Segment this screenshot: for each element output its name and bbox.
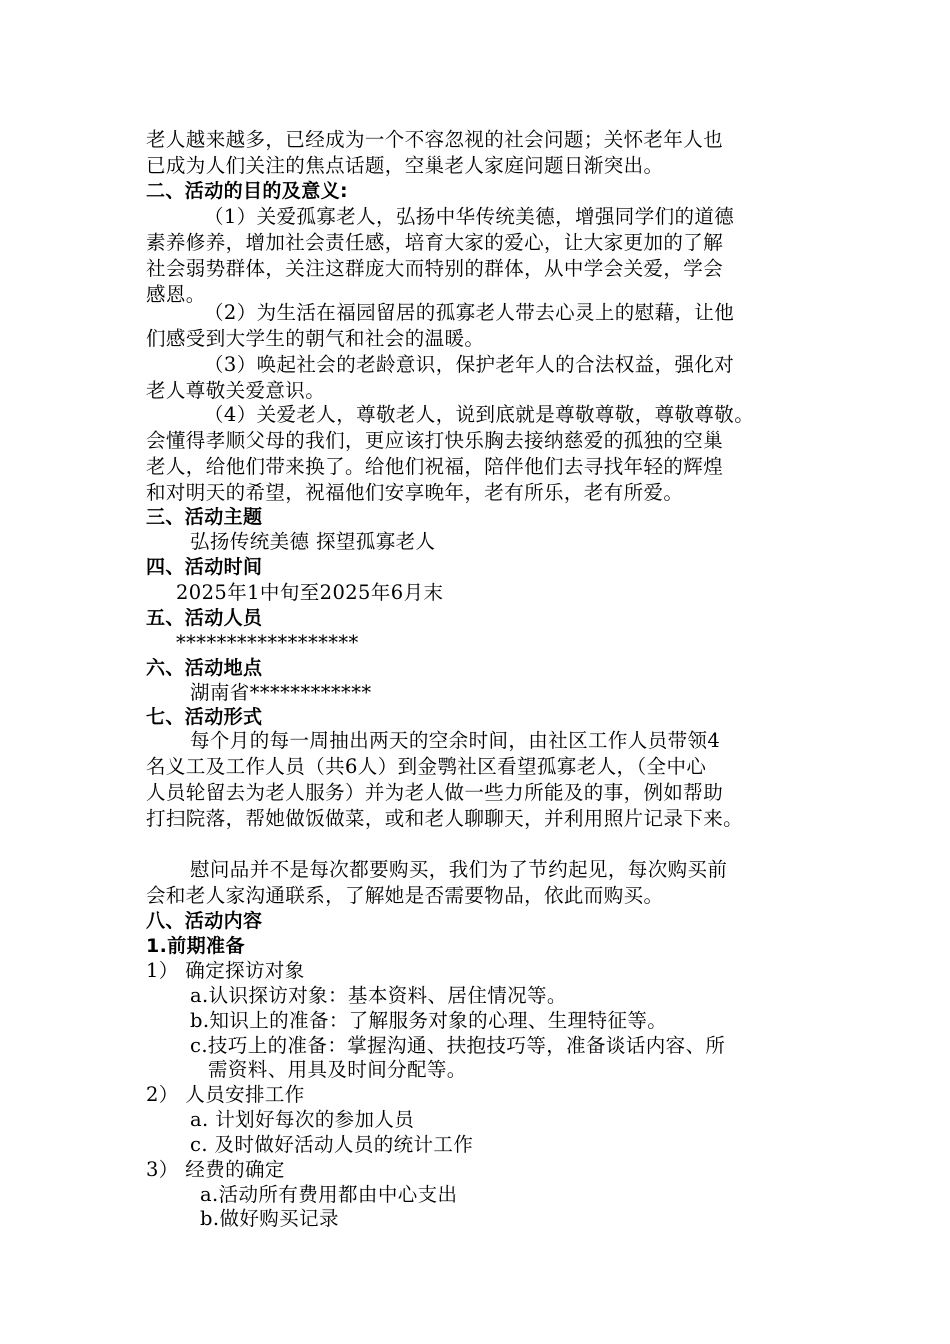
subsection-heading: 1.前期准备 <box>146 935 245 957</box>
list-subitem: c. 及时做好活动人员的统计工作 <box>190 1133 474 1156</box>
location-text: 湖南省************ <box>190 681 372 704</box>
list-subitem: 需资料、用具及时间分配等。 <box>208 1058 467 1081</box>
paragraph-line: （3）唤起社会的老龄意识，保护老年人的合法权益，强化对 <box>204 353 735 376</box>
section-heading: 七、活动形式 <box>146 706 263 728</box>
section-heading: 四、活动时间 <box>146 556 263 578</box>
paragraph-line: 人员轮留去为老人服务）并为老人做一些力所能及的事，例如帮助 <box>146 781 724 804</box>
intro-line: 已成为人们关注的焦点话题，空巢老人家庭问题日渐突出。 <box>146 154 664 177</box>
personnel-text: ****************** <box>176 631 359 654</box>
section-heading: 六、活动地点 <box>146 657 263 679</box>
section-heading: 八、活动内容 <box>146 910 263 932</box>
section-heading: 二、活动的目的及意义: <box>146 180 348 202</box>
time-text: 2025年1中旬至2025年6月末 <box>176 581 444 604</box>
list-item: 2） 人员安排工作 <box>146 1083 305 1106</box>
paragraph-line: 和对明天的希望，祝福他们安享晚年，老有所乐，老有所爱。 <box>146 481 684 504</box>
paragraph-line: （4）关爱老人，尊敬老人，说到底就是尊敬尊敬，尊敬尊敬。 <box>204 403 755 426</box>
paragraph-line: 慰问品并不是每次都要购买，我们为了节约起见，每次购买前 <box>190 858 728 881</box>
paragraph-line: 社会弱势群体，关注这群庞大而特别的群体，从中学会关爱，学会 <box>146 257 724 280</box>
theme-text: 弘扬传统美德 探望孤寡老人 <box>190 530 436 553</box>
paragraph-line: 会和老人家沟通联系，了解她是否需要物品，依此而购买。 <box>146 884 664 907</box>
paragraph-line: 每个月的每一周抽出两天的空余时间，由社区工作人员带领4 <box>190 729 721 752</box>
list-subitem: c.技巧上的准备：掌握沟通、扶抱技巧等，准备谈话内容、所 <box>190 1034 726 1057</box>
list-item: 3） 经费的确定 <box>146 1158 285 1181</box>
list-subitem: a.认识探访对象：基本资料、居住情况等。 <box>190 984 567 1007</box>
section-heading: 五、活动人员 <box>146 607 263 629</box>
list-item: 1） 确定探访对象 <box>146 959 305 982</box>
paragraph-line: 感恩。 <box>146 283 206 306</box>
intro-line: 老人越来越多，已经成为一个不容忽视的社会问题；关怀老年人也 <box>146 128 724 151</box>
paragraph-line: （1）关爱孤寡老人，弘扬中华传统美德，增强同学们的道德 <box>204 205 735 228</box>
list-subitem: b.知识上的准备：了解服务对象的心理、生理特征等。 <box>190 1009 668 1032</box>
paragraph-line: 会懂得孝顺父母的我们，更应该打快乐胸去接纳慈爱的孤独的空巢 <box>146 429 724 452</box>
list-subitem: a. 计划好每次的参加人员 <box>190 1108 415 1131</box>
paragraph-line: 素养修养，增加社会责任感，培育大家的爱心，让大家更加的了解 <box>146 231 724 254</box>
paragraph-line: （2）为生活在福园留居的孤寡老人带去心灵上的慰藉，让他 <box>204 301 735 324</box>
list-subitem: a.活动所有费用都由中心支出 <box>200 1183 458 1206</box>
paragraph-line: 名义工及工作人员（共6人）到金鹗社区看望孤寡老人，（全中心 <box>146 755 707 778</box>
section-heading: 三、活动主题 <box>146 506 263 528</box>
paragraph-line: 老人尊敬关爱意识。 <box>146 379 326 402</box>
paragraph-line: 们感受到大学生的朝气和社会的温暖。 <box>146 327 485 350</box>
paragraph-line: 老人，给他们带来换了。给他们祝福，陪伴他们去寻找年轻的辉煌 <box>146 455 724 478</box>
paragraph-line: 打扫院落，帮她做饭做菜，或和老人聊聊天，并利用照片记录下来。 <box>146 807 744 830</box>
list-subitem: b.做好购买记录 <box>200 1207 339 1230</box>
